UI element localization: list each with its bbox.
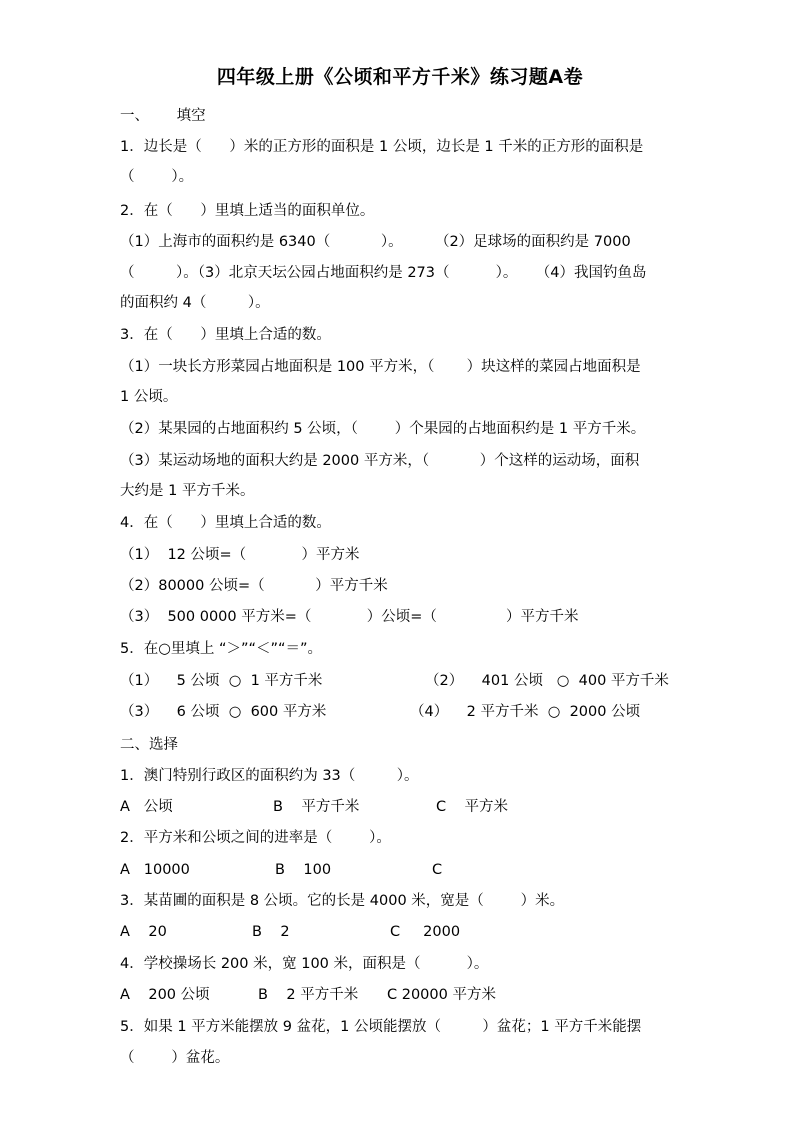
question-2-line-1: （1）上海市的面积约是 6340（ ）。 （2）足球场的面积约是 7000: [120, 234, 631, 250]
question-3-line-4: （3）某运动场地的面积大约是 2000 平方米，（ ）个这样的运动场，面积: [120, 453, 640, 469]
choice-4-option-c: C 20000 平方米: [387, 987, 496, 1003]
choice-2-option-c: C: [432, 862, 443, 878]
choice-4: 4．学校操场长 200 米，宽 100 米，面积是（ ）。: [120, 956, 489, 972]
question-4: 4．在（ ）里填上合适的数。: [120, 515, 331, 531]
choice-1-option-c: C 平方米: [436, 799, 509, 815]
choice-3-option-c: C 2000: [390, 924, 461, 940]
question-2-line-3: 的面积约 4（ ）。: [120, 295, 270, 311]
page-title: 四年级上册《公顷和平方千米》练习题A卷: [216, 66, 584, 88]
question-5-item-1: （1） 5 公顷 ○ 1 平方千米: [120, 673, 323, 689]
question-3: 3．在（ ）里填上合适的数。: [120, 327, 331, 343]
choice-2: 2．平方米和公顷之间的进率是（ ）。: [120, 830, 391, 846]
question-3-line-1: （1）一块长方形菜园占地面积是 100 平方米，（ ）块这样的菜园占地面积是: [120, 359, 641, 375]
question-1-line-2: （ ）。: [120, 169, 194, 185]
question-2: 2．在（ ）里填上适当的面积单位。: [120, 203, 375, 219]
question-5-item-2: （2） 401 公顷 ○ 400 平方千米: [425, 673, 669, 689]
choice-1: 1．澳门特别行政区的面积约为 33（ ）。: [120, 768, 419, 784]
choice-3: 3．某苗圃的面积是 8 公顷。它的长是 4000 米，宽是（ ）米。: [120, 893, 565, 909]
question-4-item-2: （2）80000 公顷=（ ）平方千米: [120, 578, 388, 594]
section-heading-choice: 二、选择: [120, 737, 178, 753]
choice-5-line-2: （ ）盆花。: [120, 1050, 230, 1066]
choice-3-option-a: A 20: [120, 924, 167, 940]
choice-4-option-a: A 200 公顷: [120, 987, 210, 1003]
choice-3-option-b: B 2: [252, 924, 290, 940]
question-4-item-1: （1） 12 公顷=（ ）平方米: [120, 547, 360, 563]
question-2-line-2: （ ）。（3）北京天坛公园占地面积约是 273（ ）。 （4）我国钓鱼岛: [120, 265, 647, 281]
question-3-line-3: （2）某果园的占地面积约 5 公顷，（ ）个果园的占地面积约是 1 平方千米。: [120, 421, 646, 437]
section-heading-fill-blank: 一、 填空: [120, 108, 206, 124]
question-4-item-3: （3） 500 0000 平方米=（ ）公顷=（ ）平方千米: [120, 609, 579, 625]
choice-1-option-a: A 公顷: [120, 799, 173, 815]
choice-1-option-b: B 平方千米: [273, 799, 360, 815]
choice-2-option-a: A 10000: [120, 862, 190, 878]
question-5-item-4: （4） 2 平方千米 ○ 2000 公顷: [410, 704, 641, 720]
question-1-line-1: 1．边长是（ ）米的正方形的面积是 1 公顷，边长是 1 千米的正方形的面积是: [120, 139, 644, 155]
question-3-line-2: 1 公顷。: [120, 389, 178, 405]
choice-4-option-b: B 2 平方千米: [258, 987, 359, 1003]
question-3-line-5: 大约是 1 平方千米。: [120, 483, 255, 499]
choice-2-option-b: B 100: [275, 862, 332, 878]
question-5-item-3: （3） 6 公顷 ○ 600 平方米: [120, 704, 327, 720]
question-5: 5．在○里填上 “＞”“＜”“＝”。: [120, 641, 323, 657]
choice-5-line-1: 5．如果 1 平方米能摆放 9 盆花，1 公顷能摆放（ ）盆花；1 平方千米能摆: [120, 1019, 642, 1035]
